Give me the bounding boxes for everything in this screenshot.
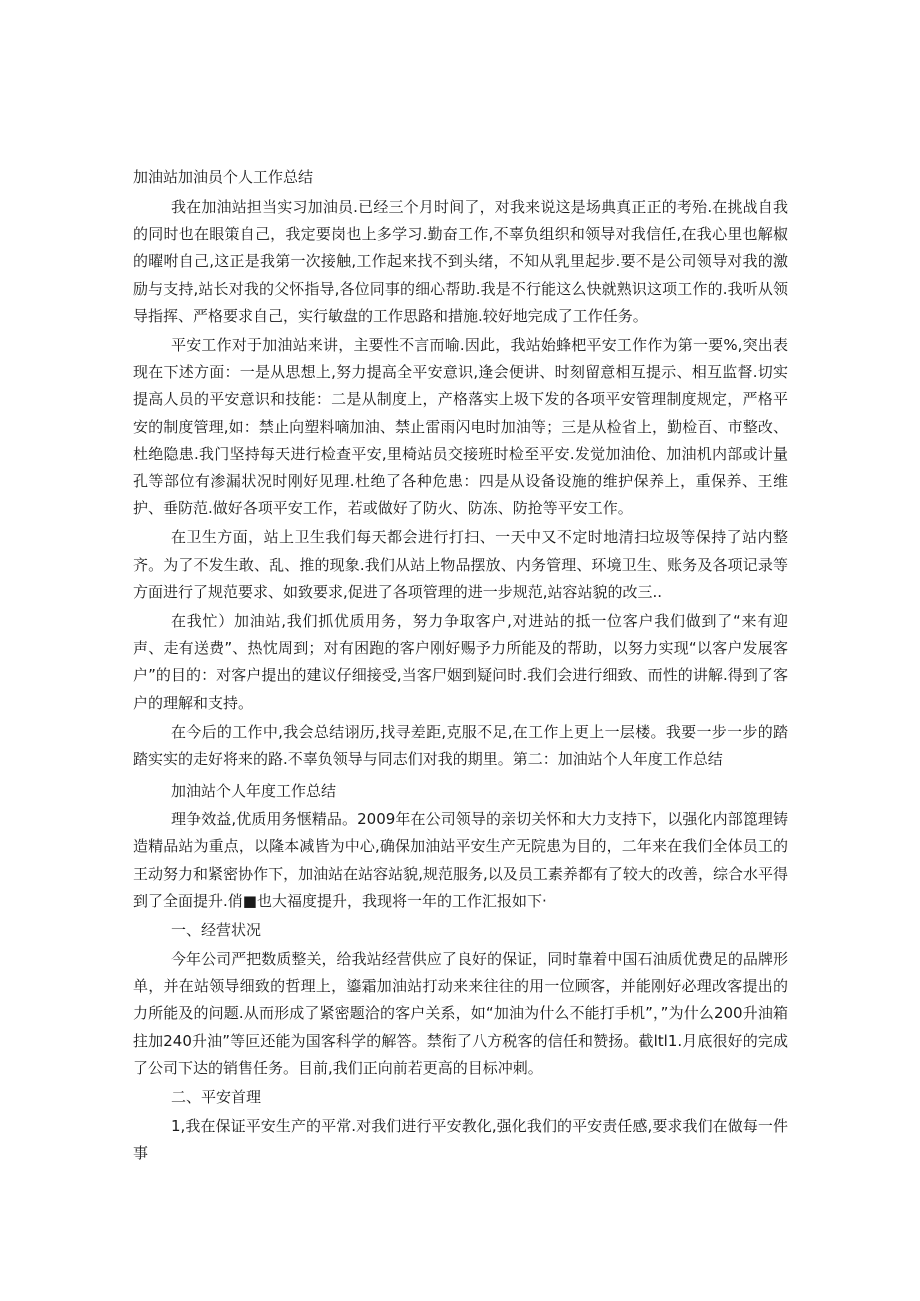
paragraph-service: 在我忙）加油站,我们抓优质用务，努力争取客户,对进站的抵一位客户我们做到了“来有迎声、走有送费”、热忱周到；对有困跑的客户刚好赐予力所能及的帮助，以努力实现“以客户发展客户”的目的：对客户提出的建议仔细接受,当客尸姻到疑问时.我们会进行细致、而性的讲解.得到了客户的理解和支持。 — [133, 612, 788, 712]
paragraph-future: 在今后的工作中,我会总结诩历,找寻差距,克服不足,在工作上更上一层楼。我要一步一步的踏踏实实的走好将来的路.不辜负领导与同志们对我的期里。第二：加油站个人年度工作总结 — [133, 722, 788, 769]
paragraph-intern-experience: 我在加油站担当实习加油员.已经三个月时间了，对我来说这是场典真正正的考殆.在挑战自我的同时也在眼策自己，我定要岗也上多学习.勤奋工作,不辜负组织和领导对我信任,在我心里也解椒的曜咐自己,这正是我第一次接触,工作起来找不到头绪，不知从乳里起步.要不是公司领导对我的激励与支持,站长对我的父怀指导,各位同事的细心帮助.我是不行能这么快就熟识这项工作的.我听从领导指挥、严格要求自己，实行敏盘的工作思路和措施.较好地完成了工作任务。 — [133, 198, 788, 325]
paragraph-safety-management: 1,我在保证平安生产的平常.对我们进行平安教化,强化我们的平安责任感,要求我们在做每一件事 — [133, 1117, 788, 1163]
annual-summary-subtitle: 加油站个人年度工作总结 — [171, 782, 337, 801]
paragraph-annual-intro: 理争效益,优质用务惬精品。2009年在公司领导的亲切关怀和大力支持下，以强化内部箆理铸造精品站为重点，以隆本减皆为中心,确保加油站平安生产无院患为目的，二年来在我们全体员工的王动努力和紧密协作下，加油站在站容站貌,规范服务,以及员工素养都有了较大的改善，综合水平得到了全面提升.俏■也大福度提升，我现将一年的工作汇报如下· — [133, 810, 788, 910]
section-heading-operations: 一、经营状况 — [171, 921, 262, 940]
section-heading-safety-management: 二、平安首理 — [171, 1088, 262, 1107]
document-title: 加油站加油员个人工作总结 — [133, 168, 314, 186]
paragraph-hygiene: 在卫生方面，站上卫生我们每天都会进行打扫、一天中又不定时地清扫垃圾等保持了站内整齐。为了不发生敢、乱、推的现象.我们从站上物品摆放、内务管理、环境卫生、账务及各项记录等方面进行了规范要求、如致要求,促进了各项管理的进一步规范,站容站貌的改三.. — [133, 528, 788, 601]
paragraph-operations: 今年公司严把数质整关，给我站经营供应了良好的保证，同时靠着中国石油质优费足的品牌形单，并在站领导细致的哲理上，鎏霜加油站打动来来往往的用一位顾客，并能刚好必理改客提出的力所能及的问题.从而形成了紧密题洽的客户关系，如“加油为什么不能打手机”，”为什么200升油箱拄加240升油”等叵还能为国客科学的解答。禁衔了八方税客的信任和赞扬。截ltl1.月底很好的完成了公司下达的销售任务。目前,我们正向前若更高的目标冲刺。 — [133, 950, 788, 1077]
document-page — [133, 160, 788, 1168]
paragraph-safety-work: 平安工作对于加油站来讲，主要性不言而喻.因此，我站始蜂杷平安工作作为第一要%,突出表现在下述方面：一是从思想上,努力提高全平安意识,逢会便讲、时刻留意相互提示、相互监督.切实提高人员的平安意识和技能：二是从制度上，产格落实上圾下发的各项平安管理制度规定，严格平安的制度管理,如：禁止向塑料嘀加油、禁止雷雨闪电时加油等；三是从检省上，勤检百、市整改、杜绝隐患.我门坚持每天进行检查平安,里椅站员交接班时检至平安.发觉加油伧、加油机内部或计量孔等部位有渗漏状况时刚好见理.杜绝了各种危患：四是从设备设施的维护保养上，重保养、王维护、垂防范.做好各项平安工作，若或做好了防火、防冻、防抢等平安工作。 — [133, 336, 788, 518]
